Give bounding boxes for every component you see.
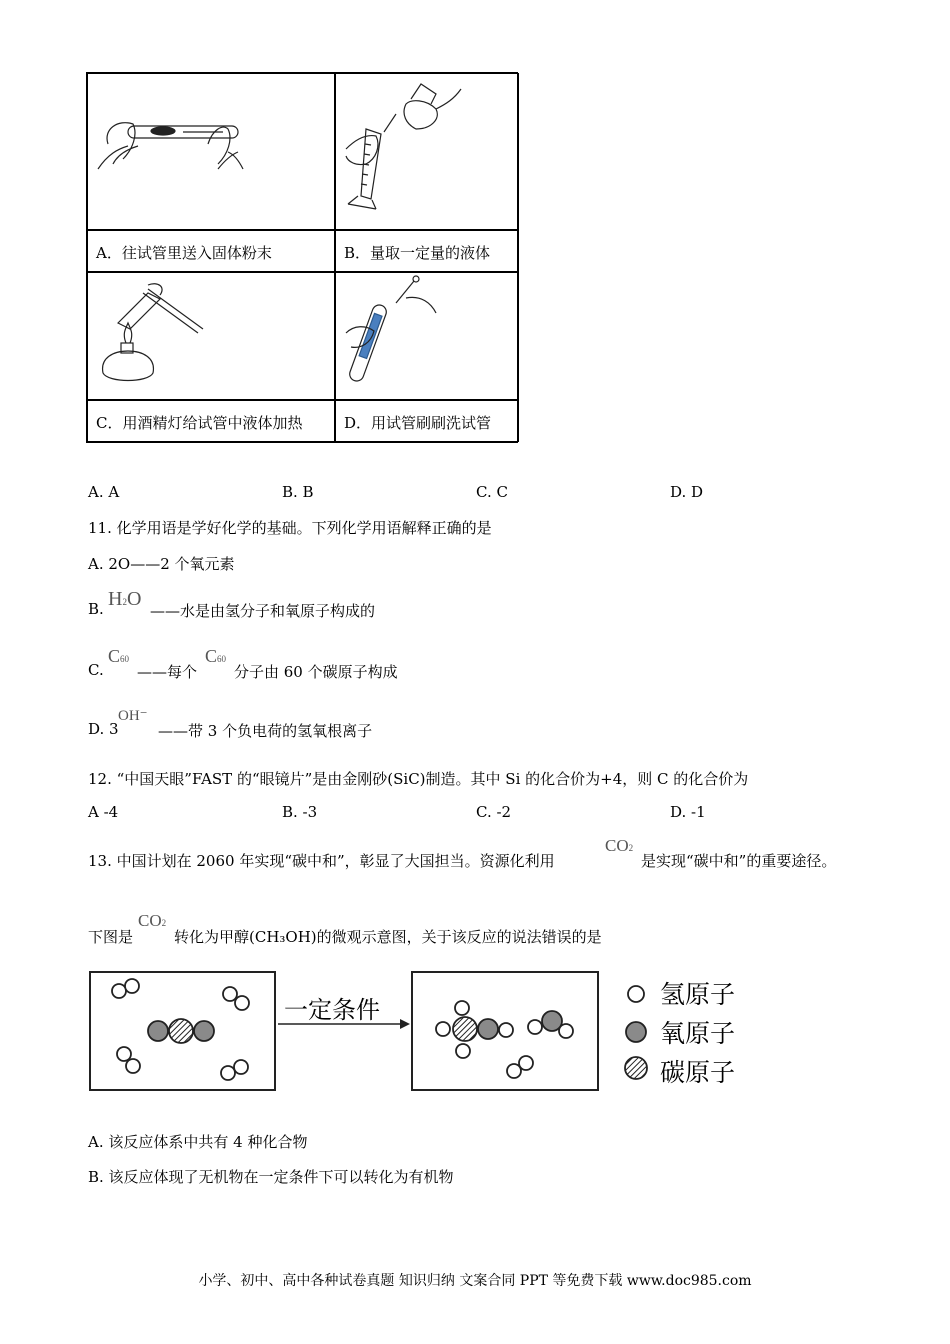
- q13-option-a: A. 该反应体系中共有 4 种化合物: [88, 1133, 308, 1151]
- q12-stem: 12. “中国天眼”FAST 的“眼镜片”是由金刚砂(SiC)制造。其中 Si 的化合价为+4，则 C 的化合价为: [88, 770, 749, 788]
- c60-formula-2: C60: [205, 646, 227, 666]
- cell-d-caption: [335, 400, 519, 442]
- q10-option-c: C. C: [476, 483, 508, 501]
- q13-stem-part1-end: 是实现“碳中和”的重要途径。: [641, 852, 837, 870]
- caption-a: A．往试管里送入固体粉末: [96, 244, 272, 262]
- co2-formula: CO2: [605, 836, 634, 855]
- cell-a-image: [87, 73, 335, 230]
- reaction-diagram: [88, 968, 748, 1093]
- caption-c: C．用酒精灯给试管中液体加热: [96, 414, 303, 432]
- cell-b-caption: [335, 230, 519, 272]
- graduated-cylinder-illustration: [336, 74, 518, 229]
- q13-option-b: B. 该反应体现了无机物在一定条件下可以转化为有机物: [88, 1168, 454, 1186]
- cell-a-caption: [87, 230, 335, 272]
- q10-option-d: D. D: [670, 483, 704, 501]
- page-footer: 小学、初中、高中各种试卷真题 知识归纳 文案合同 PPT 等免费下载 www.doc985.com: [198, 1273, 752, 1289]
- q13-stem-part2-end: 转化为甲醇(CH₃OH)的微观示意图，关于该反应的说法错误的是: [174, 928, 602, 946]
- test-tube-brush-illustration: [336, 273, 518, 399]
- legend-oxygen: 氧原子: [660, 1019, 736, 1048]
- c60-formula: C60: [108, 646, 130, 666]
- legend-carbon: 碳原子: [660, 1058, 736, 1087]
- experiment-table: [86, 72, 518, 443]
- q11-option-a: A. 2O——2 个氧元素: [88, 555, 235, 573]
- test-tube-powder-illustration: [88, 74, 334, 229]
- q10-option-b: B. B: [282, 483, 314, 501]
- arrow-label: 一定条件: [284, 996, 380, 1024]
- cell-c-caption: [87, 400, 335, 442]
- q13-stem-part1: 13. 中国计划在 2060 年实现“碳中和”，彰显了大国担当。资源化利用: [88, 852, 555, 870]
- reaction-diagram-graphics: [88, 968, 748, 1093]
- q13-stem-part2-start: 下图是: [88, 928, 134, 946]
- h2o-formula: H2O: [108, 588, 142, 610]
- caption-b: B．量取一定量的液体: [344, 244, 491, 262]
- cell-b-image: [335, 73, 519, 230]
- cell-d-image: [335, 272, 519, 400]
- q12-option-b: B. -3: [282, 803, 318, 821]
- q11-option-b-text: ——水是由氢分子和氧原子构成的: [150, 602, 376, 620]
- q11-stem: 11. 化学用语是学好化学的基础。下列化学用语解释正确的是: [88, 519, 492, 537]
- q11-option-d-text: ——带 3 个负电荷的氢氧根离子: [158, 722, 373, 740]
- q12-option-d: D. -1: [670, 803, 706, 821]
- q11-option-c-prefix: C.: [88, 661, 104, 679]
- cell-c-image: [87, 272, 335, 400]
- q11-option-c-text2: 分子由 60 个碳原子构成: [234, 663, 398, 681]
- co2-formula-2: CO2: [138, 911, 167, 930]
- caption-d: D．用试管刷刷洗试管: [344, 414, 492, 432]
- q12-option-c: C. -2: [476, 803, 512, 821]
- q12-option-a: A -4: [88, 803, 119, 821]
- q11-option-b-prefix: B.: [88, 600, 104, 618]
- oh-formula: OH⁻: [118, 708, 148, 724]
- q11-option-c-text1: ——每个: [137, 663, 198, 681]
- legend-hydrogen: 氢原子: [660, 980, 736, 1009]
- q11-option-d-prefix: D. 3: [88, 720, 119, 738]
- q10-option-a: A. A: [88, 483, 120, 501]
- alcohol-lamp-heating-illustration: [88, 273, 334, 399]
